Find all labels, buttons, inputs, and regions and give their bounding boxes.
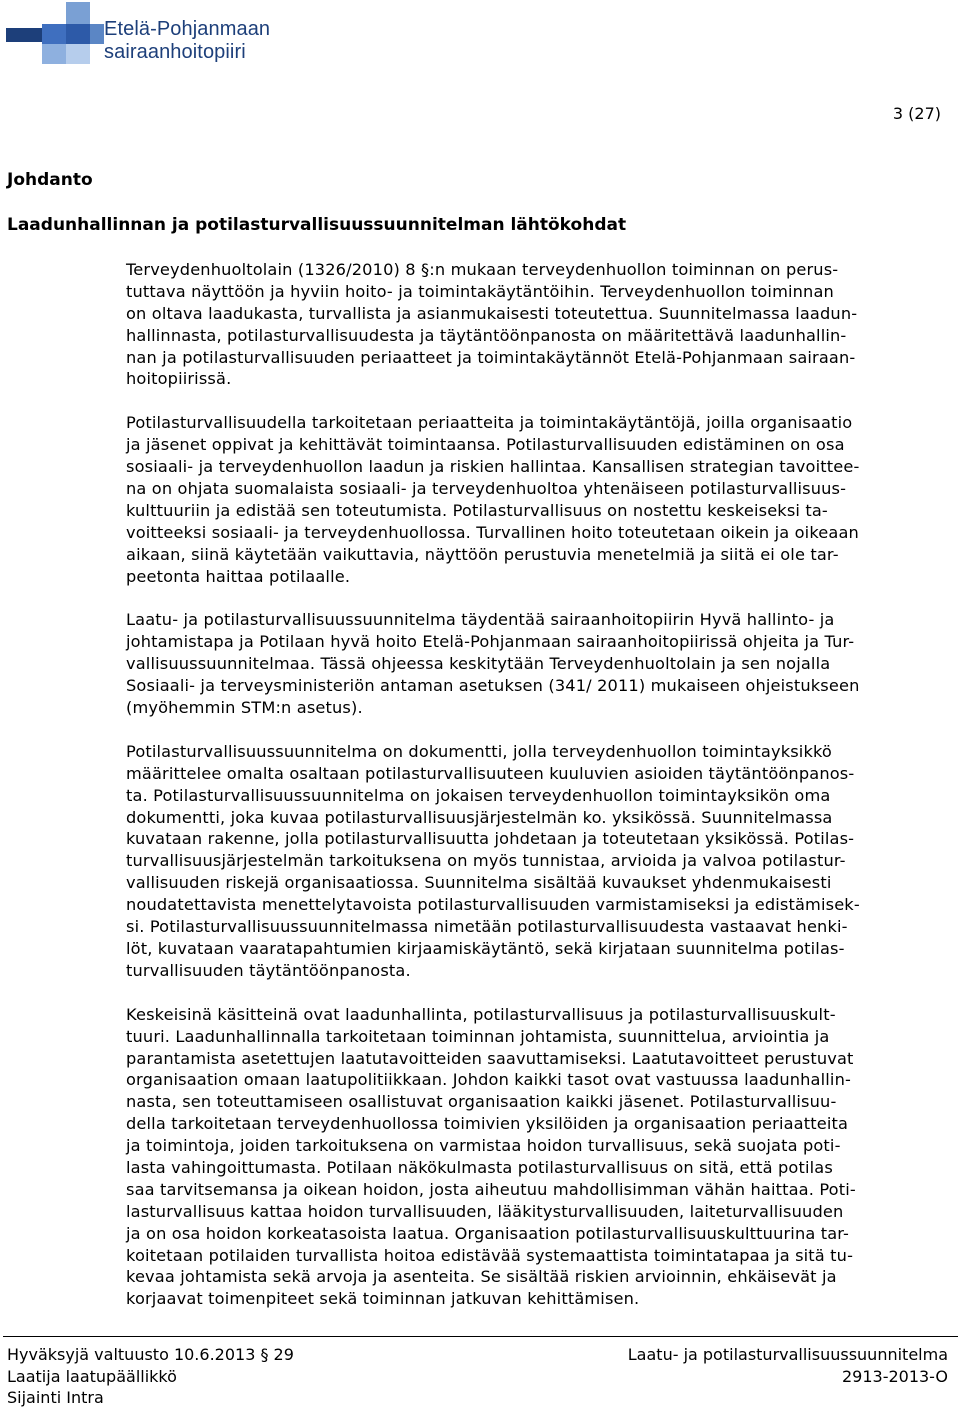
paragraph [126,259,926,390]
logo-squares-icon [6,2,106,68]
text-line: saa tarvitsemansa ja oikean hoidon, josta aiheutuu mahdollisimman vähän haittaa. Poti- [126,1179,856,1199]
paragraph [126,1004,926,1310]
text-line: kulttuuriin ja edistää sen toteutumista. Potilasturvallisuus on nostettu keskeiseksi ta- [126,500,828,520]
text-line: si. Potilasturvallisuussuunnitelmassa nimetään potilasturvallisuudesta vastaavat henki- [126,917,848,937]
section-subtitle: Laadunhallinnan ja potilasturvallisuussuunnitelman lähtökohdat [7,215,627,235]
text-line: lasta vahingoittumasta. Potilaan näkökulmasta potilasturvallisuus on sitä, että potilas [126,1157,833,1177]
text-line: turvallisuusjärjestelmän tarkoituksena on myös tunnistaa, arvioida ja valvoa potilastur- [126,851,846,871]
text-line: tuuri. Laadunhallinnalla tarkoitetaan toiminnan johtamista, suunnittelua, arviointia ja [126,1026,830,1046]
body-text [126,259,926,1332]
footer-divider [3,1336,958,1337]
logo-line-2: sairaanhoitopiiri [104,41,246,63]
text-line: kuvataan rakenne, jolla potilasturvallisuutta johdetaan ja toteutetaan yksikössä. Potilas- [126,829,855,849]
paragraph [126,741,926,982]
text-line: vallisuuden riskejä organisaatiossa. Suunnitelma sisältää kuvaukset yhdenmukaisesti [126,873,832,893]
text-line: koitetaan potilaiden turvallista hoitoa edistävää systemaattista toimintatapaa ja sitä tu- [126,1245,854,1265]
text-line: Potilasturvallisuussuunnitelma on dokumentti, jolla terveydenhuollon toimintayksikkö [126,741,832,761]
text-line: on oltava laadukasta, turvallista ja asianmukaisesti toteutettua. Suunnitelmassa laadun- [126,303,858,323]
footer-author: Laatija laatupäällikkö [7,1366,177,1386]
paragraph [126,412,926,587]
text-line: organisaation omaan laatupolitiikkaan. Johdon kaikki tasot ovat vastuussa laadunhallin- [126,1070,851,1090]
text-line: (myöhemmin STM:n asetus). [126,698,363,718]
text-line: nan ja potilasturvallisuuden periaatteet ja toimintakäytännöt Etelä-Pohjanmaan sairaan- [126,347,856,367]
text-line: na on ohjata suomalaista sosiaali- ja terveydenhuoltoa yhtenäiseen potilasturvallisuus- [126,479,847,499]
footer-location: Sijainti Intra [7,1388,104,1407]
logo-line-1: Etelä-Pohjanmaan [104,18,271,40]
text-line: hoitopiirissä. [126,369,232,389]
text-line: voitteeksi sosiaali- ja terveydenhuollossa. Turvallinen hoito toteutetaan oikein ja oikeaan [126,522,859,542]
text-line: turvallisuuden täytäntöönpanosta. [126,960,411,980]
logo-wordmark [104,18,270,64]
text-line: sosiaali- ja terveydenhuollon laadun ja riskien hallintaa. Kansallisen strategian tavoittee- [126,457,860,477]
text-line: ja on osa hoidon korkeatasoista laatua. Organisaation potilasturvallisuuskulttuurina tar- [126,1223,850,1243]
text-line: ta. Potilasturvallisuussuunnitelma on jokaisen terveydenhuollon toimintayksikön oma [126,785,831,805]
text-line: löt, kuvataan vaaratapahtumien kirjaamiskäytäntö, sekä kirjataan suunnitelma potilas- [126,938,845,958]
page-number: 3 (27) [892,104,941,123]
text-line: korjaavat toimenpiteet sekä toiminnan jatkuvan kehittämisen. [126,1289,640,1309]
text-line: Keskeisinä käsitteinä ovat laadunhallinta, potilasturvallisuus ja potilasturvallisuuskult- [126,1004,836,1024]
text-line: Terveydenhuoltolain (1326/2010) 8 §:n mukaan terveydenhuollon toiminnan on perus- [126,260,839,279]
footer-approval: Hyväksyjä valtuusto 10.6.2013 § 29 [7,1345,294,1364]
text-line: Laatu- ja potilasturvallisuussuunnitelma täydentää sairaanhoitopiirin Hyvä hallinto- ja [126,610,835,630]
text-line: Potilasturvallisuudella tarkoitetaan periaatteita ja toimintakäytäntöjä, joilla organisaatio [126,413,853,433]
text-line: della tarkoitetaan terveydenhuollossa toimivien yksilöiden ja organisaation periaatteita [126,1114,849,1134]
footer-document-title: Laatu- ja potilasturvallisuussuunnitelma [627,1345,948,1364]
text-line: aikaan, siinä käytetään vaikuttavia, näyttöön perustuvia menetelmiä ja siitä ei ole tar- [126,544,839,564]
text-line: ja toimintoja, joiden tarkoituksena on varmistaa hoidon turvallisuus, sekä suojata poti- [126,1136,841,1156]
text-line: vallisuussuunnitelmaa. Tässä ohjeessa keskitytään Terveydenhuoltolain ja sen nojalla [126,654,831,674]
text-line: Sosiaali- ja terveysministeriön antaman asetuksen (341/ 2011) mukaiseen ohjeistukseen [126,676,860,696]
footer-document-code: 2913-2013-O [841,1366,948,1386]
text-line: määrittelee omalta osaltaan potilasturvallisuuteen kuuluvien asioiden täytäntöönpanos- [126,763,855,783]
text-line: tuttava näyttöön ja hyviin hoito- ja toimintakäytäntöihin. Terveydenhuollon toiminnan [126,281,834,301]
text-line: nasta, sen toteuttamiseen osallistuvat organisaation kaikki jäsenet. Potilasturvallisuu- [126,1092,837,1112]
text-line: dokumentti, joka kuvaa potilasturvallisuusjärjestelmän ko. yksikössä. Suunnitelmassa [126,807,833,827]
footer-right [628,1344,948,1387]
text-line: kevaa johtamista sekä arvoja ja asenteita. Se sisältää riskien arvioinnin, ehkäisevät ja [126,1267,837,1287]
text-line: ja jäsenet oppivat ja kehittävät toimintaansa. Potilasturvallisuuden edistäminen on osa [126,435,845,455]
section-title: Johdanto [7,170,93,190]
organization-logo [6,2,306,72]
text-line: parantamista asetettujen laatutavoitteiden saavuttamiseksi. Laatutavoitteet perustuvat [126,1048,854,1068]
text-line: johtamistapa ja Potilaan hyvä hoito Etelä-Pohjanmaan sairaanhoitopiirissä ohjeita ja Tur- [126,632,855,652]
text-line: lasturvallisuus kattaa hoidon turvallisuuden, lääkitysturvallisuuden, laiteturvallisuuden [126,1201,844,1221]
paragraph [126,609,926,718]
footer-left [7,1344,294,1409]
text-line: noudatettavista menettelytavoista potilasturvallisuuden varmistamiseksi ja edistämisek- [126,895,860,915]
text-line: hallinnasta, potilasturvallisuudesta ja täytäntöönpanosta on määritettävä laadunhallin- [126,325,847,345]
text-line: peetonta haittaa potilaalle. [126,566,351,586]
